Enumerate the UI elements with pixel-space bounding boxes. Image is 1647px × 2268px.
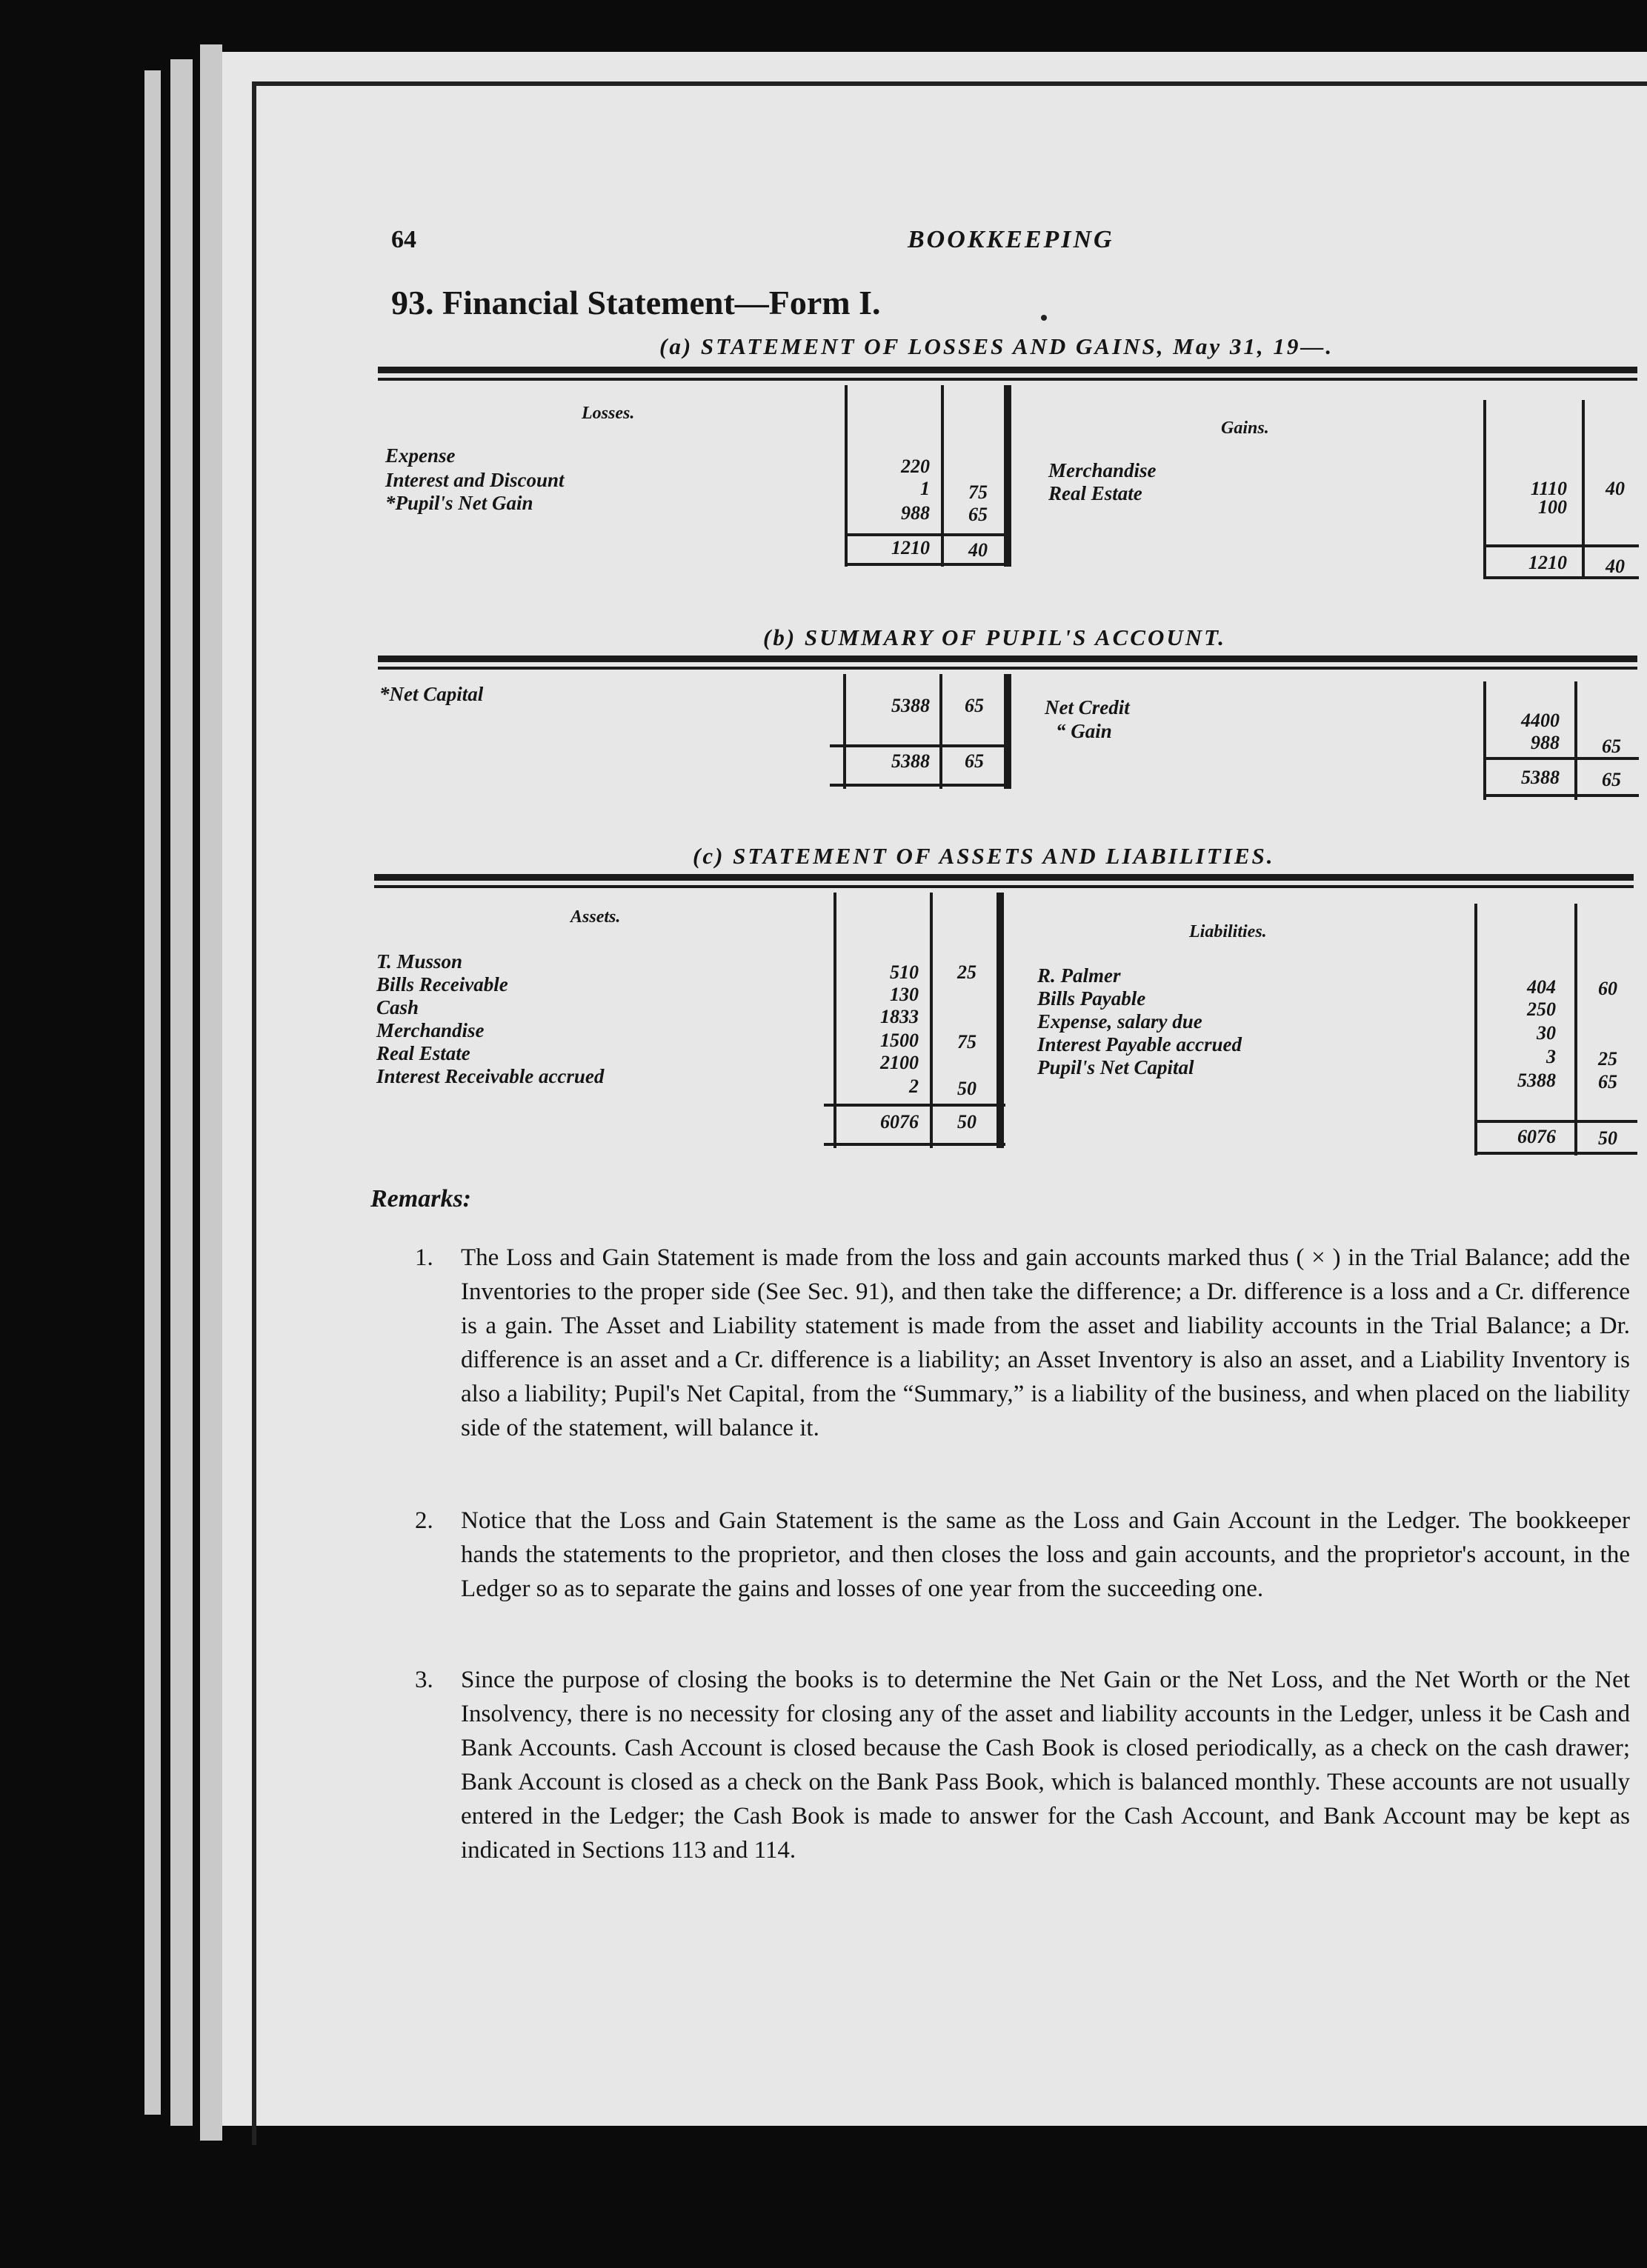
losses-row bbox=[385, 492, 830, 516]
summary-right-total-dollars: 5388 bbox=[1521, 767, 1560, 788]
gains-header: Gains. bbox=[1221, 418, 1269, 438]
remarks-heading: Remarks: bbox=[370, 1185, 471, 1213]
statement-b-title: (b) SUMMARY OF PUPIL'S ACCOUNT. bbox=[763, 624, 1226, 650]
assets-header: Assets. bbox=[570, 907, 621, 927]
summary-row bbox=[379, 683, 824, 707]
liabilities-row bbox=[1037, 1033, 1460, 1057]
amount-dollars: 4400 bbox=[1521, 710, 1560, 731]
assets-row bbox=[376, 1019, 821, 1043]
statement-c-top-rule bbox=[374, 874, 1634, 881]
summary-row bbox=[1056, 720, 1460, 744]
amount-dollars: 1833 bbox=[880, 1006, 919, 1027]
statement-b-top-rule-thin bbox=[378, 667, 1637, 670]
amount-cents: 75 bbox=[957, 1031, 976, 1053]
row-label: Real Estate bbox=[376, 1042, 470, 1064]
rule bbox=[845, 533, 1011, 536]
row-label: Interest Receivable accrued bbox=[376, 1065, 605, 1087]
assets-row bbox=[376, 973, 821, 997]
amount-dollars: 220 bbox=[901, 456, 930, 477]
row-label: Bills Receivable bbox=[376, 973, 508, 995]
statement-c-top-rule-thin bbox=[374, 885, 1634, 888]
gains-row bbox=[1048, 459, 1463, 483]
liabilities-row bbox=[1037, 964, 1460, 988]
amount-dollars: 2 bbox=[909, 1075, 919, 1097]
summary-left-total-dollars: 5388 bbox=[891, 750, 930, 772]
assets-total-cents: 50 bbox=[957, 1111, 976, 1133]
losses-total-dollars: 1210 bbox=[891, 537, 930, 558]
rule bbox=[1483, 544, 1639, 547]
liabilities-header: Liabilities. bbox=[1189, 922, 1267, 941]
amount-dollars: 1110 bbox=[1530, 478, 1567, 499]
amount-dollars: 510 bbox=[890, 961, 919, 983]
losses-row bbox=[385, 469, 830, 493]
remark-item bbox=[415, 1241, 1630, 1445]
row-label: Merchandise bbox=[376, 1019, 485, 1041]
statement-a-top-rule-thin bbox=[378, 378, 1637, 381]
losses-row bbox=[385, 444, 830, 468]
row-label: R. Palmer bbox=[1037, 964, 1121, 987]
row-label: Real Estate bbox=[1048, 482, 1142, 504]
rule bbox=[845, 563, 1011, 566]
rule bbox=[1574, 904, 1577, 1155]
liabilities-row bbox=[1037, 987, 1460, 1011]
statement-a-title: (a) STATEMENT OF LOSSES AND GAINS, May 31, 19—. bbox=[659, 333, 1334, 359]
rule bbox=[1004, 385, 1011, 567]
remark-number: 2. bbox=[415, 1507, 433, 1534]
assets-row bbox=[376, 1065, 821, 1089]
running-title: BOOKKEEPING bbox=[908, 226, 1114, 253]
assets-row bbox=[376, 950, 821, 974]
page-number: 64 bbox=[391, 226, 416, 253]
losses-total-cents: 40 bbox=[968, 539, 988, 561]
summary-right-total-cents: 65 bbox=[1602, 769, 1621, 790]
assets-row bbox=[376, 1042, 821, 1066]
book-edge bbox=[200, 44, 222, 2141]
amount-dollars: 130 bbox=[890, 984, 919, 1005]
liabilities-row bbox=[1037, 1056, 1460, 1080]
row-label: Cash bbox=[376, 996, 419, 1018]
liabilities-total-cents: 50 bbox=[1598, 1127, 1617, 1149]
remark-text: Notice that the Loss and Gain Statement is the same as the Loss and Gain Account in the Ledger. The bookkeeper hands the statements to the proprietor, and then closes the loss and gain accounts, and the proprietor's account, in the Ledger so as to separate the gains and losses of one year from the succeeding one. bbox=[461, 1507, 1630, 1602]
amount-cents: 65 bbox=[1602, 736, 1621, 757]
amount-cents: 50 bbox=[957, 1078, 976, 1099]
amount-dollars: 30 bbox=[1537, 1022, 1556, 1044]
row-label: *Net Capital bbox=[379, 683, 484, 705]
rule bbox=[824, 1143, 1005, 1146]
amount-dollars: 3 bbox=[1546, 1046, 1556, 1067]
amount-dollars: 988 bbox=[1531, 732, 1560, 753]
row-label: “ Gain bbox=[1056, 720, 1112, 742]
row-label: Expense, salary due bbox=[1037, 1010, 1202, 1033]
assets-row bbox=[376, 996, 821, 1020]
remark-text: The Loss and Gain Statement is made from the loss and gain accounts marked thus ( × ) in the Trial Balance; add the Inventories to the proper side (See Sec. 91), and then take the difference; a Dr. difference is a loss and a Cr. difference is a gain. The Asset and Liability statement is made from the asset and liability accounts in the Trial Balance; a Dr. difference is an asset and a Cr. difference is a liability; an Asset Inventory is also an asset, and a Liability Inventory is also a liability; Pupil's Net Capital, from the “Summary,” is a liability of the business, and when placed on the liability side of the statement, will balance it. bbox=[461, 1244, 1630, 1441]
amount-dollars: 1500 bbox=[880, 1030, 919, 1051]
liabilities-total-dollars: 6076 bbox=[1517, 1126, 1556, 1147]
rule bbox=[830, 744, 1011, 747]
row-label: Merchandise bbox=[1048, 459, 1157, 481]
gains-row bbox=[1048, 482, 1463, 506]
remark-item bbox=[415, 1663, 1630, 1867]
amount-dollars: 5388 bbox=[1517, 1070, 1556, 1091]
gains-total-dollars: 1210 bbox=[1528, 552, 1567, 573]
row-label: Pupil's Net Capital bbox=[1037, 1056, 1194, 1078]
amount-dollars: 404 bbox=[1527, 976, 1556, 998]
summary-row bbox=[1045, 696, 1460, 720]
rule bbox=[1474, 1152, 1637, 1155]
remark-item bbox=[415, 1504, 1630, 1606]
book-edge bbox=[144, 70, 161, 2115]
liabilities-row bbox=[1037, 1010, 1460, 1034]
amount-cents: 65 bbox=[1598, 1071, 1617, 1093]
amount-cents: 75 bbox=[968, 481, 988, 503]
row-label: *Pupil's Net Gain bbox=[385, 492, 533, 514]
amount-dollars: 5388 bbox=[891, 695, 930, 716]
remark-number: 3. bbox=[415, 1667, 433, 1693]
rule bbox=[939, 674, 942, 789]
rule bbox=[843, 674, 846, 789]
rule bbox=[824, 1104, 1005, 1107]
ink-mark bbox=[1041, 315, 1047, 321]
row-label: T. Musson bbox=[376, 950, 463, 973]
amount-cents: 40 bbox=[1606, 478, 1625, 499]
amount-dollars: 100 bbox=[1538, 496, 1567, 518]
rule bbox=[845, 385, 848, 567]
rule bbox=[1574, 681, 1577, 800]
summary-left-total-cents: 65 bbox=[965, 750, 984, 772]
rule bbox=[830, 784, 1011, 787]
row-label: Expense bbox=[385, 444, 456, 467]
section-title: 93. Financial Statement—Form I. bbox=[391, 284, 881, 321]
row-label: Net Credit bbox=[1045, 696, 1130, 718]
amount-cents: 25 bbox=[957, 961, 976, 983]
rule bbox=[1582, 400, 1585, 578]
statement-c-title: (c) STATEMENT OF ASSETS AND LIABILITIES. bbox=[693, 843, 1275, 869]
rule bbox=[1483, 794, 1639, 797]
row-label: Bills Payable bbox=[1037, 987, 1146, 1010]
amount-dollars: 1 bbox=[920, 478, 930, 499]
rule bbox=[834, 893, 836, 1148]
statement-b-top-rule bbox=[378, 656, 1637, 662]
assets-total-dollars: 6076 bbox=[880, 1111, 919, 1133]
amount-cents: 65 bbox=[965, 695, 984, 716]
amount-cents: 65 bbox=[968, 504, 988, 525]
amount-cents: 25 bbox=[1598, 1048, 1617, 1070]
book-edge bbox=[170, 59, 193, 2126]
rule bbox=[996, 893, 1004, 1148]
rule bbox=[930, 893, 933, 1148]
amount-dollars: 250 bbox=[1527, 998, 1556, 1020]
rule bbox=[941, 385, 944, 567]
amount-dollars: 2100 bbox=[880, 1052, 919, 1073]
remark-text: Since the purpose of closing the books is to determine the Net Gain or the Net Loss, and the Net Worth or the Net Insolvency, there is no necessity for closing any of the asset and liability accounts in the Ledger, unless it be Cash and Bank Accounts. Cash Account is closed because the Cash Book is closed periodically, as a check on the cash drawer; Bank Account is closed as a check on the Bank Pass Book, which is balanced monthly. These accounts are not usually entered in the Ledger; the Cash Book is made to answer for the Cash Account, and Bank Account may be kept as indicated in Sections 113 and 114. bbox=[461, 1667, 1630, 1864]
amount-cents: 60 bbox=[1598, 978, 1617, 999]
losses-header: Losses. bbox=[582, 404, 635, 423]
gains-total-cents: 40 bbox=[1606, 556, 1625, 577]
remark-number: 1. bbox=[415, 1244, 433, 1271]
rule bbox=[1474, 1120, 1637, 1123]
rule bbox=[1004, 674, 1011, 789]
statement-a-top-rule bbox=[378, 367, 1637, 373]
amount-dollars: 988 bbox=[901, 502, 930, 524]
row-label: Interest and Discount bbox=[385, 469, 565, 491]
row-label: Interest Payable accrued bbox=[1037, 1033, 1242, 1055]
